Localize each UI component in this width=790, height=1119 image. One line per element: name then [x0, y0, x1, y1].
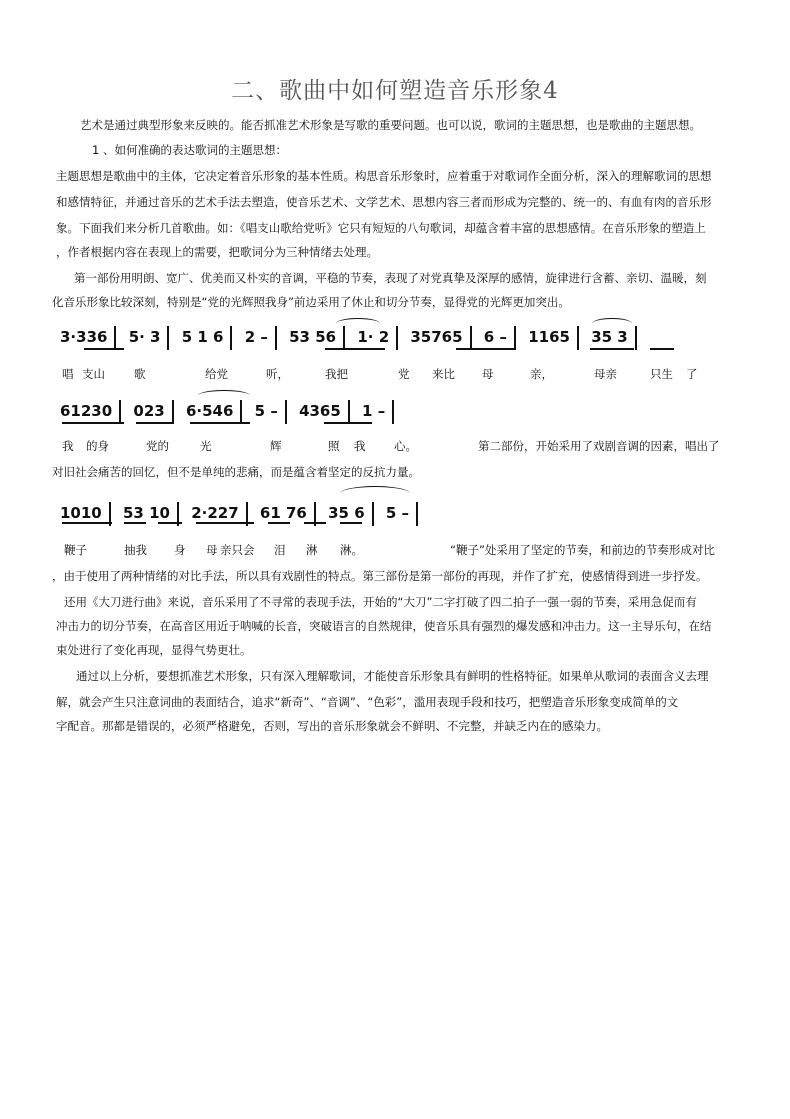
lyric: 党 — [398, 367, 410, 381]
lyric: 唱 — [62, 367, 74, 381]
lyric: 母 — [482, 367, 494, 381]
lyric: 只生 — [650, 367, 673, 381]
barline — [470, 326, 472, 350]
lyric: 光 — [200, 439, 212, 453]
body-line: ，作者根据内容在表现上的需要，把歌词分为三种情绪去处理。 — [56, 245, 378, 259]
score-measure: 1010 — [60, 504, 102, 522]
score-measure: 76 — [286, 504, 307, 522]
slur-mark — [340, 486, 410, 501]
underline-mark — [304, 522, 326, 524]
underline-mark — [340, 522, 362, 524]
lyric: 给党 — [205, 367, 228, 381]
body-line: 象。下面我们来分析几首歌曲。如：《唱支山歌给党听》它只有短短的八句歌词，却蕴含着丰富的思想感情。在音乐形象的塑造上 — [56, 221, 706, 235]
lyric: 照 — [328, 439, 340, 453]
score-measure: 2·227 — [191, 504, 239, 522]
lyric: 亲， — [530, 367, 553, 381]
lyric: 母亲 — [594, 367, 617, 381]
body-line: 化音乐形象比较深刻，特别是“党的光辉照我身”前边采用了休止和切分节奏，显得党的光辉更加突出。 — [52, 295, 570, 309]
lyric: 支山 — [82, 367, 105, 381]
underline-mark — [325, 348, 385, 350]
lyric: 鞭子 — [64, 543, 87, 557]
body-line: 第一部份用明朗、宽广、优美而又朴实的音调，平稳的节奏，表现了对党真挚及深厚的感情，旋律进行含蓄、亲切、温暖，刻 — [74, 271, 707, 285]
barline — [514, 326, 516, 350]
score-measure: 53 56 — [289, 328, 337, 346]
body-line: 还用《大刀进行曲》来说，音乐采用了不寻常的表现手法，开始的“大刀”二字打破了四二拍子一强一弱的节奏，采用急促而有 — [64, 595, 697, 609]
barline — [392, 400, 394, 424]
page-title: 二、歌曲中如何塑造音乐形象4 — [231, 78, 559, 104]
lyric: 歌 — [134, 367, 146, 381]
score-measure: 10 — [149, 504, 170, 522]
underline-mark — [196, 522, 254, 524]
score-measure: 1165 — [528, 328, 570, 346]
underline-mark — [62, 522, 112, 524]
score-measure: 35 3 — [591, 328, 628, 346]
lyric: 泪 — [274, 543, 286, 557]
body-line: 冲击力的切分节奏，在高音区用近于呐喊的长音，突破语言的自然规律，使音乐具有强烈的爆发感和冲击力。这一主导乐句，在结 — [56, 619, 712, 633]
barline — [172, 400, 174, 424]
underline-mark — [136, 422, 172, 424]
barline — [343, 326, 345, 350]
lyric: 了 — [686, 367, 698, 381]
slur-mark — [592, 318, 632, 329]
lyric: 亲只会 — [220, 543, 255, 557]
body-line: ，由于使用了两种情绪的对比手法，所以具有戏剧性的特点。第三部份是第一部份的再现，并作了扩充，使感情得到进一步抒发。 — [52, 569, 708, 583]
body-line: 第二部份，开始采用了戏剧音调的因素，唱出了 — [478, 439, 720, 453]
underline-mark — [62, 422, 124, 424]
barline — [348, 400, 350, 424]
lyric: 我把 — [325, 367, 348, 381]
barline — [285, 400, 287, 424]
intro-paragraph: 艺术是通过典型形象来反映的。能否抓准艺术形象是写歌的重要问题。也可以说，歌词的主题思想，也是歌曲的主题思想。 — [80, 118, 701, 132]
score-measure: 6 — [354, 504, 365, 522]
lyric: 我 — [62, 439, 74, 453]
score-measure: 5 – — [385, 504, 410, 522]
body-line: 解，就会产生只注意词曲的表面结合，追求“新奇”、“音调”、“色彩”，滥用表现手段和技巧，把塑造音乐形象变成简单的文 — [56, 695, 679, 709]
barline — [635, 326, 637, 350]
section-heading: 1 、如何准确的表达歌词的主题思想： — [92, 143, 287, 157]
barline — [577, 326, 579, 350]
score-measure: 35 — [328, 504, 349, 522]
body-line: 主题思想是歌曲中的主体，它决定着音乐形象的基本性质。构思音乐形象时，应着重于对歌词作全面分析，深入的理解歌词的思想 — [56, 169, 712, 183]
lyric: 身 — [174, 543, 186, 557]
underline-mark — [190, 422, 250, 424]
underline-mark — [650, 348, 674, 350]
underline-mark — [590, 348, 634, 350]
score-measure: 5 1 6 — [181, 328, 224, 346]
score-measure: 1 – — [362, 402, 386, 420]
barline — [275, 326, 277, 350]
score-measure: 2 – — [244, 328, 268, 346]
score-measure: 61230 — [60, 402, 113, 420]
lyric: 我 — [354, 439, 366, 453]
barline — [416, 502, 418, 526]
body-line: 和感情特征，并通过音乐的艺术手法去塑造，使音乐艺术、文学艺术、思想内容三者而形成为完整的、统一的、有血有肉的音乐形 — [56, 195, 712, 209]
score-measure: 61 — [259, 504, 281, 522]
barline — [119, 400, 121, 424]
score-measure: 1· 2 — [357, 328, 390, 346]
lyric: 心。 — [394, 439, 417, 453]
barline — [240, 400, 242, 424]
underline-mark — [324, 422, 372, 424]
score-measure: 5· 3 — [128, 328, 161, 346]
barline — [396, 326, 398, 350]
lyric: 淋 — [306, 543, 318, 557]
lyric: 来比 — [432, 367, 455, 381]
barline — [372, 502, 374, 526]
underline-mark — [158, 522, 182, 524]
score-measure: 023 — [133, 402, 165, 420]
lyric: 听， — [266, 367, 289, 381]
underline-mark — [84, 348, 124, 350]
barline — [167, 326, 169, 350]
score-measure: 5 – — [254, 402, 278, 420]
lyric: 母 — [206, 543, 218, 557]
underline-mark — [456, 348, 514, 350]
lyric: 辉 — [270, 439, 282, 453]
body-line: 束处进行了变化再现，显得气势更壮。 — [56, 643, 252, 657]
body-line: 对旧社会痛苦的回忆，但不是单纯的悲痛，而是蕴含着坚定的反抗力量。 — [52, 465, 420, 479]
body-line: 通过以上分析，要想抓准艺术形象，只有深入理解歌词，才能使音乐形象具有鲜明的性格特征。如果单从歌词的表面含义去理 — [76, 669, 709, 683]
lyric: 抽我 — [124, 543, 147, 557]
barline — [114, 326, 116, 350]
score-measure: 35765 — [410, 328, 463, 346]
score-measure: 3·336 — [60, 328, 108, 346]
barline — [230, 326, 232, 350]
score-measure: 6 – — [483, 328, 507, 346]
body-line: “鞭子”处采用了坚定的节奏，和前边的节奏形成对比 — [450, 543, 715, 557]
score-measure: 53 — [122, 504, 144, 522]
slur-mark — [198, 390, 250, 401]
underline-mark — [124, 522, 146, 524]
score-measure: 6·546 — [185, 402, 234, 420]
slur-mark — [336, 318, 380, 329]
underline-mark — [268, 522, 290, 524]
score-measure: 4365 — [299, 402, 341, 420]
lyric: 的身 — [86, 439, 109, 453]
lyric: 党的 — [146, 439, 169, 453]
body-line: 字配音。那都是错误的，必须严格避免，否则，写出的音乐形象就会不鲜明、不完整，并缺乏内在的感染力。 — [56, 719, 608, 733]
score-line-2 — [60, 398, 401, 424]
lyric: 淋。 — [340, 543, 363, 557]
